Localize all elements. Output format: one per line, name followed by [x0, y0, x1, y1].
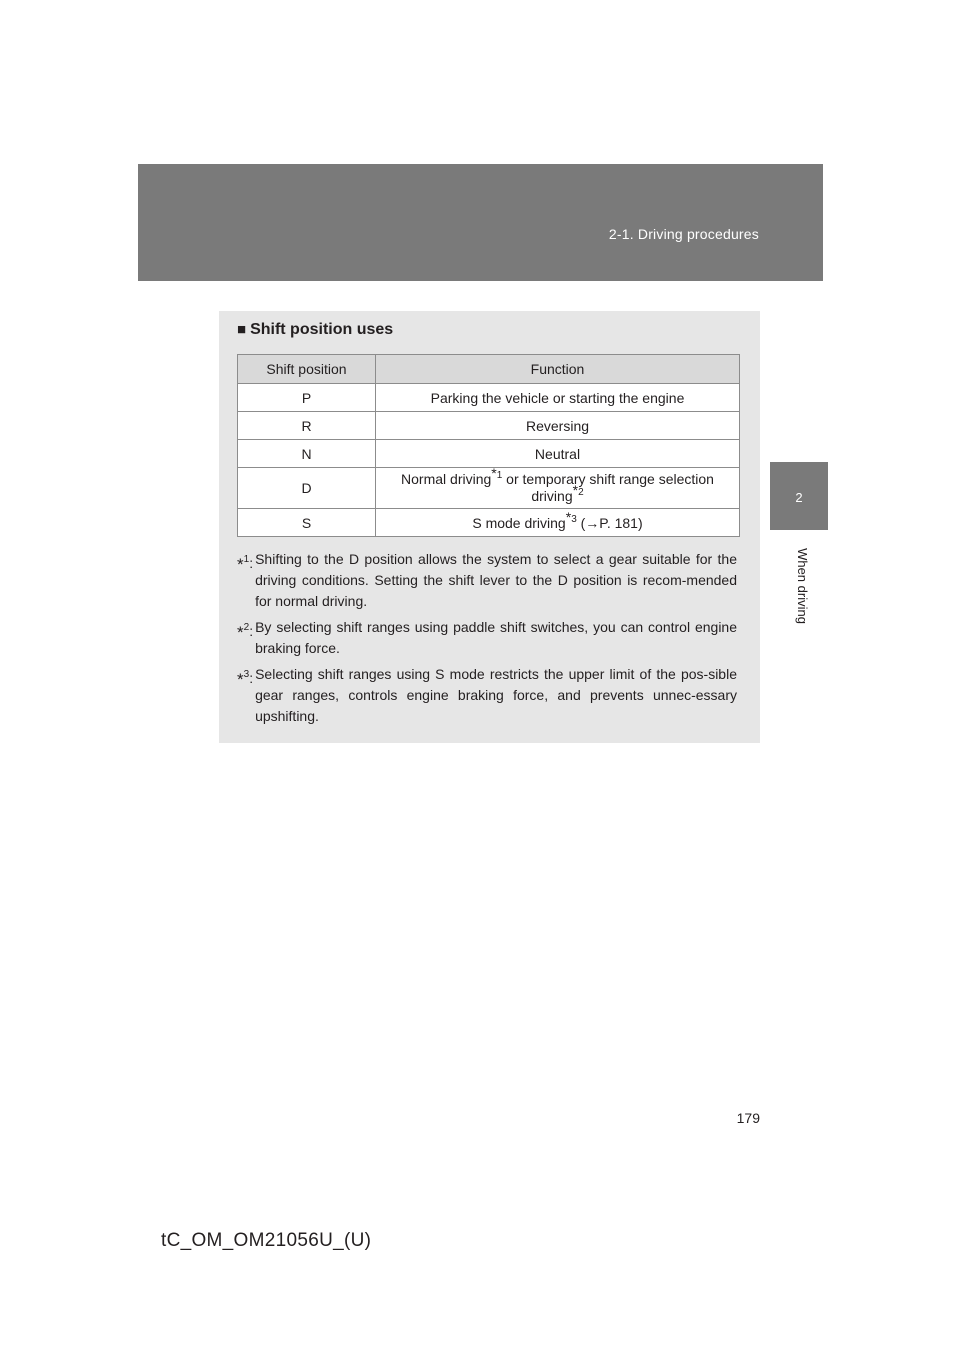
- function-text: S mode driving: [472, 514, 566, 531]
- shift-position-table: [237, 354, 740, 537]
- info-box: [219, 311, 760, 743]
- footnotes: [237, 549, 737, 732]
- asterisk-icon: *: [565, 508, 572, 525]
- cell-function: Reversing: [376, 412, 740, 440]
- footnote-text: Selecting shift ranges using S mode restricts the upper limit of the pos-sible gear ranges, controls engine braking force, and prevents unnec-essary upshifting.: [255, 666, 737, 724]
- table-row: [238, 440, 740, 468]
- asterisk-icon: *: [237, 555, 244, 574]
- cell-function: Neutral: [376, 440, 740, 468]
- section-heading: [237, 321, 393, 339]
- footnote-text: By selecting shift ranges using paddle shift switches, you can control engine braking force.: [255, 619, 737, 656]
- footnote: [237, 617, 737, 659]
- table-row: [238, 509, 740, 537]
- chapter-number: 2: [795, 490, 803, 505]
- footnote-ref: *1: [491, 465, 503, 482]
- footnote-text: Shifting to the D position allows the system to select a gear suitable for the driving conditions. Setting the shift lever to the D position is recom-mended for normal driving.: [255, 551, 737, 609]
- page-number: 179: [736, 1110, 760, 1126]
- header-band: [138, 164, 823, 281]
- cell-function: Parking the vehicle or starting the engine: [376, 384, 740, 412]
- asterisk-icon: *: [572, 482, 579, 499]
- function-text: (→P. 181): [576, 514, 643, 531]
- table-row: [238, 384, 740, 412]
- cell-position: D: [238, 468, 376, 509]
- cell-position: P: [238, 384, 376, 412]
- function-text: Normal driving: [401, 471, 492, 487]
- footnote-marker: *$^3$:: [237, 669, 254, 689]
- chapter-tab: [770, 462, 828, 530]
- footnote: [237, 549, 737, 612]
- asterisk-icon: *: [237, 670, 244, 689]
- footnote-marker: *$^1$:: [237, 554, 254, 574]
- asterisk-icon: *: [237, 623, 244, 642]
- footnote: [237, 664, 737, 727]
- footnote-ref: *3: [565, 508, 577, 525]
- chapter-label: When driving: [795, 548, 810, 624]
- section-heading-text: Shift position uses: [250, 321, 394, 338]
- asterisk-icon: *: [491, 465, 497, 482]
- column-header-function: Function: [376, 355, 740, 384]
- table-row: [238, 468, 740, 509]
- cell-position: N: [238, 440, 376, 468]
- cell-position: R: [238, 412, 376, 440]
- cell-function: [376, 465, 740, 509]
- square-bullet-icon: ■: [237, 321, 247, 338]
- document-code: tC_OM_OM21056U_(U): [161, 1230, 372, 1251]
- column-header-shift-position: Shift position: [238, 355, 376, 384]
- cell-position: S: [238, 509, 376, 537]
- function-text: or temporary shift range selection driving: [502, 471, 714, 504]
- section-title: 2-1. Driving procedures: [608, 226, 759, 242]
- table-row: [238, 412, 740, 440]
- cell-function: [376, 509, 740, 537]
- footnote-marker: *$^2$:: [237, 622, 254, 642]
- footnote-ref: *2: [572, 482, 584, 499]
- table-header-row: [238, 355, 740, 384]
